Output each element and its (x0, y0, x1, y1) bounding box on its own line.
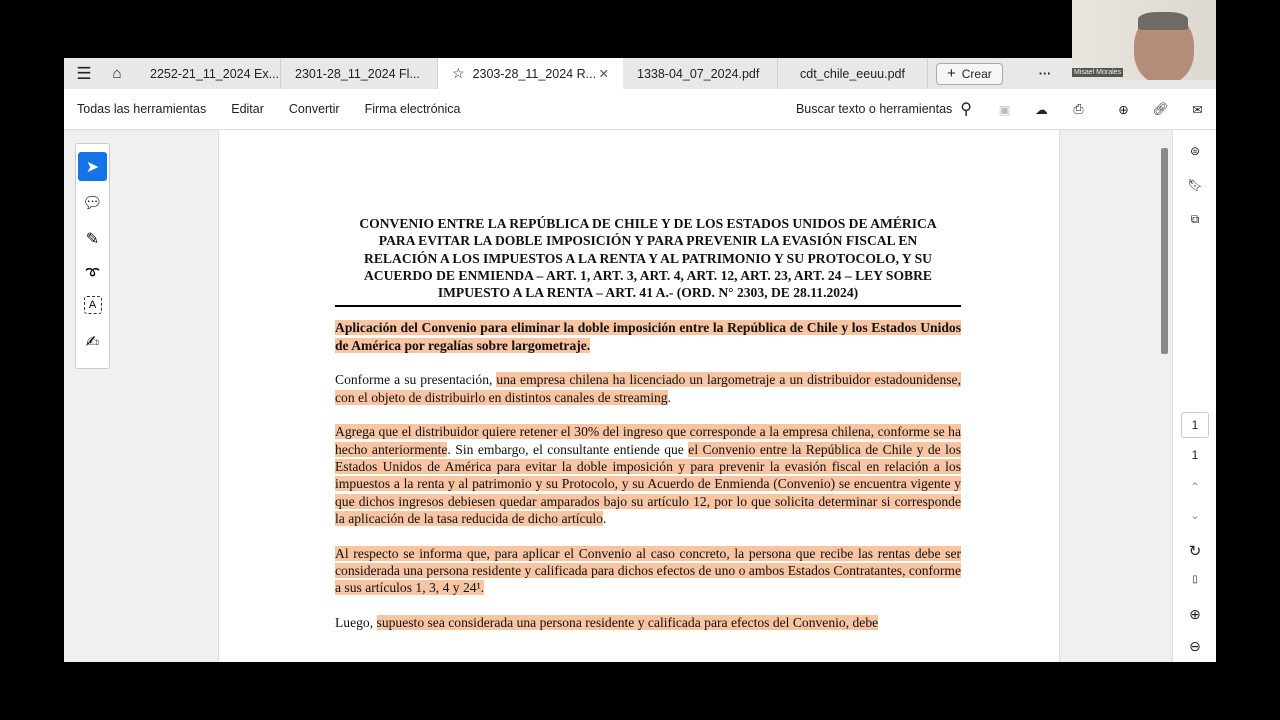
tab-2252[interactable] (136, 58, 281, 89)
paragraph (335, 545, 961, 597)
next-page-icon[interactable]: ⌄ (1189, 508, 1201, 522)
search-icon: ⚲ (960, 101, 972, 118)
mail-icon[interactable]: ✉ (1192, 102, 1203, 117)
all-tools-menu[interactable]: Todas las herramientas (77, 102, 207, 116)
tab-cdt[interactable] (778, 58, 928, 89)
paragraph (335, 371, 961, 406)
zoom-out-icon[interactable]: ⊖ (1189, 638, 1201, 654)
pdf-page (218, 130, 1060, 662)
highlighted-text: el Convenio entre la República de Chile y de los Estados Unidos de América para evitar la doble imposición y para prevenir la evasión fiscal en relación a los impuestos a la renta y al patrimonio y su Protocolo, y su Acuerdo de Enmienda (Convenio) se encuentra vigente y que dichos ingresos debiesen quedar amparados bajo su artículo 12, por lo que solicita determinar si corresponde la aplicación de la tasa reducida de dicho artículo (335, 441, 961, 527)
highlighted-text: Agrega que el distribuidor quiere retener el 30% del ingreso que corresponde a la empresa chilena, conforme se ha hecho anteriormente (335, 424, 961, 457)
document-title: CONVENIO ENTRE LA REPÚBLICA DE CHILE Y DE LOS ESTADOS UNIDOS DE AMÉRICA PARA EVITAR LA DOBLE IMPOSICIÓN Y PARA PREVENIR LA EVASIÓN FISCAL EN RELACIÓN A LOS IMPUESTOS A LA RENTA Y AL PATRIMONIO Y SU PROTOCOLO, Y SU ACUERDO DE ENMIENDA – ART. 1, ART. 3, ART. 4, ART. 12, ART. 23, ART. 24 – LEY SOBRE IMPUESTO A LA RENTA – ART. 41 A.- (ORD. N° 2303, DE 28.11.2024) (335, 215, 961, 307)
draw-lasso-icon[interactable]: ➰︎ (85, 265, 100, 283)
rotate-icon[interactable]: ↻ (1188, 543, 1202, 560)
paragraph (335, 423, 961, 527)
webcam-hair (1138, 12, 1188, 30)
highlighted-text: Aplicación del Convenio para eliminar la doble imposición entre la República de Chile y los Estados Unidos de América por regalías sobre largometraje. (335, 320, 961, 353)
edit-menu[interactable]: Editar (231, 102, 264, 116)
search-label: Buscar texto o herramientas (795, 102, 953, 116)
menu-icon[interactable]: ☰ (76, 63, 92, 83)
star-icon[interactable]: ☆ (452, 65, 465, 81)
tab-2301[interactable] (281, 58, 438, 89)
create-button[interactable] (936, 63, 1003, 85)
highlight-pen-icon[interactable]: ✎ (85, 230, 100, 248)
text-segment: . (602, 511, 607, 527)
convert-menu[interactable]: Convertir (288, 102, 340, 116)
esign-menu[interactable]: Firma electrónica (364, 102, 461, 116)
tab-label: 2303-28_11_2024 R... (472, 66, 597, 81)
home-icon[interactable]: ⌂ (112, 65, 122, 82)
text-segment: Conforme a su presentación, (335, 372, 497, 388)
close-tab-icon[interactable]: ✕ (598, 67, 609, 81)
tab-1338[interactable] (623, 58, 778, 89)
document-viewport (64, 130, 1172, 662)
create-label: Crear (961, 66, 992, 81)
text-recognition-icon[interactable]: A (84, 296, 102, 314)
tab-label: 1338-04_07_2024.pdf (637, 66, 760, 81)
tab-label: 2252-21_11_2024 Ex... (150, 66, 280, 81)
paragraphs (335, 319, 961, 631)
upload-cloud-icon[interactable]: ☁ (1035, 102, 1048, 117)
save-icon[interactable]: ▣ (998, 102, 1011, 117)
paragraph (335, 614, 961, 631)
link-icon[interactable]: 🔗︎ (1152, 101, 1169, 116)
document-body (335, 215, 961, 631)
toolbar (64, 89, 1216, 130)
paragraph (335, 319, 961, 354)
previous-page-icon[interactable]: ⌃ (1189, 480, 1201, 494)
page-number-input[interactable]: 1 (1181, 412, 1209, 438)
tab-label: cdt_chile_eeuu.pdf (800, 66, 905, 81)
webcam-name: Misael Morales (1074, 69, 1122, 76)
right-sidebar (1172, 130, 1216, 662)
quick-tools-panel (75, 143, 110, 369)
plus-icon: + (947, 65, 956, 82)
text-segment: . (667, 389, 671, 405)
search-tools[interactable] (796, 99, 972, 119)
add-comment-icon[interactable]: 💬︎ (82, 194, 103, 212)
acrobat-window (64, 58, 1216, 662)
highlighted-text: supuesto sea considerada una persona residente y calificada para efectos del Convenio, debe (376, 614, 879, 630)
more-icon[interactable]: ··· (1038, 66, 1052, 81)
select-cursor-icon[interactable]: ➤ (78, 152, 107, 181)
zoom-in-icon[interactable]: ⊕ (1189, 606, 1201, 622)
tab-2303[interactable] (438, 58, 623, 89)
highlighted-text: Al respecto se informa que, para aplicar el Convenio al caso concreto, la persona que recibe las rentas debe ser considerada una persona residente y calificada para dichos efectos de uno o ambos Estados Contratantes, conforme a sus artículos 1, 3, 4 y 24¹. (335, 545, 961, 596)
webcam-overlay (1072, 0, 1216, 80)
pages-icon[interactable]: ⧉ (1190, 212, 1200, 226)
vertical-scrollbar[interactable] (1161, 148, 1168, 354)
sign-icon[interactable]: ✍︎ (85, 333, 100, 351)
print-icon[interactable]: ⎙ (1073, 101, 1084, 116)
share-user-icon[interactable]: ⊕ (1118, 102, 1129, 117)
text-segment: . Sin embargo, el consultante entiende que (447, 441, 689, 457)
bookmarks-icon[interactable]: 🔖︎ (1187, 178, 1203, 192)
comments-icon[interactable]: ⊜ (1189, 144, 1201, 158)
text-segment: Luego, (335, 614, 377, 630)
tab-bar (64, 58, 1216, 89)
highlighted-text: una empresa chilena ha licenciado un largometraje a un distribuidor estadounidense, con el objeto de distribuirlo en distintos canales de streaming (335, 372, 961, 405)
total-pages: 1 (1191, 448, 1199, 462)
fit-page-icon[interactable]: ▯ (1192, 574, 1198, 585)
tab-label: 2301-28_11_2024 Fl... (295, 66, 420, 81)
